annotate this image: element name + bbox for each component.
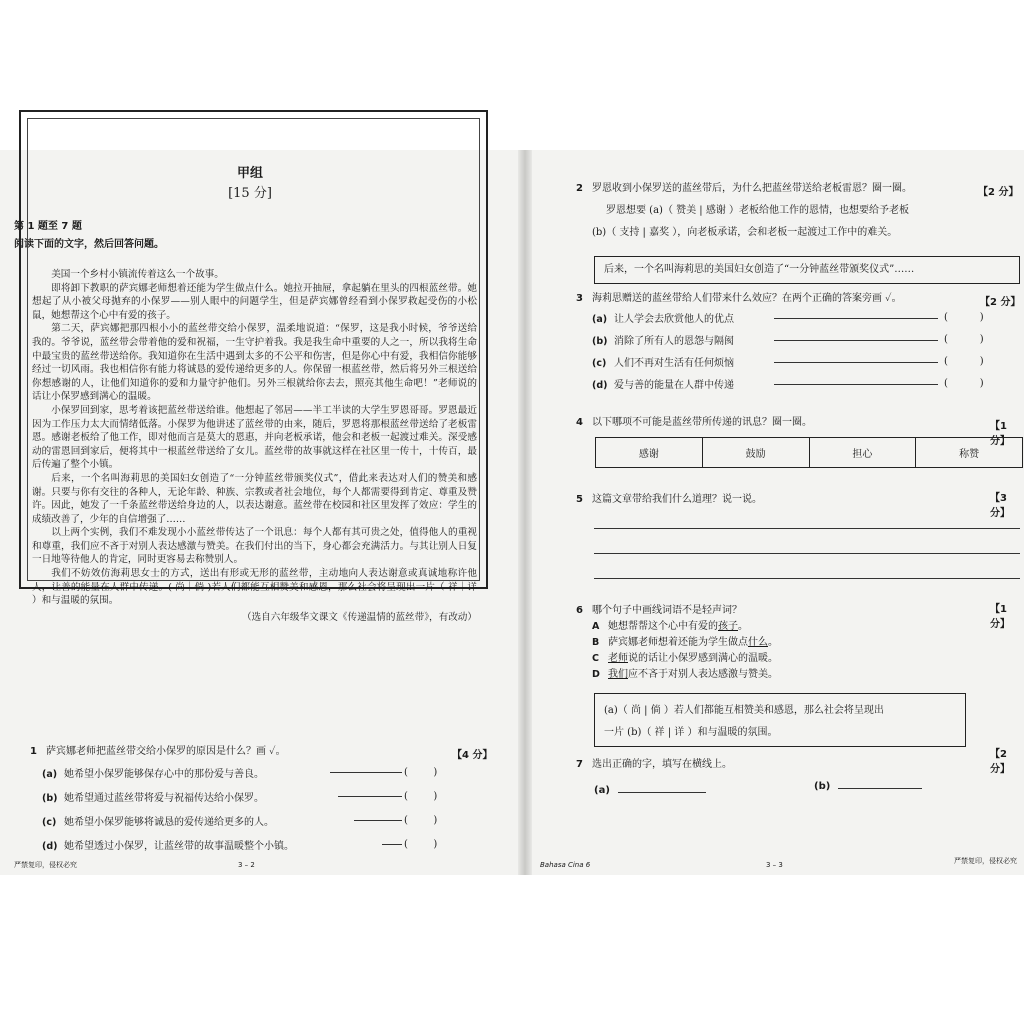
q1-answer-line	[338, 796, 402, 797]
q1-answer-line	[354, 820, 402, 821]
q2-line-1: 罗恩想要 (a)（ 赞美 | 感谢 ）老板给他工作的恩情，也想要给予老板	[606, 205, 910, 216]
q3-prompt: 3 海莉思赠送的蓝丝带给人们带来什么效应？在两个正确的答案旁画 ✓。	[576, 293, 902, 304]
passage-paragraph: 美国一个乡村小镇流传着这么一个故事。	[51, 269, 224, 280]
q1-option-d: (d) 她希望透过小保罗，让蓝丝带的故事温暖整个小镇。	[42, 841, 294, 852]
q5-answer-line[interactable]	[594, 578, 1020, 579]
passage-paragraph: 我们不妨效仿海莉思女士的方式，送出有形或无形的蓝丝带，主动地向人表达谢意或真诚地称许他人，让善的能量在人群中传递。( 尚｜倘 )若人们都能互相赞美和感恩，那么社会将呈现出一片（ 祥｜详 ）和与温暖的氛围。	[32, 568, 477, 607]
q6-option-c[interactable]: C 老师说的话让小保罗感到满心的温暖。	[592, 653, 778, 664]
q7-label-a: (a)	[594, 785, 610, 796]
q7-prompt: 7 选出正确的字，填写在横线上。	[576, 759, 732, 770]
q1-checkbox-c[interactable]: ( )	[404, 815, 438, 826]
q3-checkbox-c[interactable]: ( )	[944, 356, 984, 367]
q1-prompt: 1 萨宾娜老师把蓝丝带交给小保罗的原因是什么？画 ✓。	[30, 746, 286, 757]
instruction: 阅读下面的文字，然后回答问题。	[14, 239, 164, 250]
q6-prompt: 6 哪个句子中画线词语不是轻声词？	[576, 605, 742, 616]
page-number: 3 – 3	[766, 861, 783, 869]
q4-choice[interactable]: 鼓励	[703, 438, 810, 467]
q4-choice[interactable]: 感谢	[596, 438, 703, 467]
q6-marks: 【1 分】	[990, 604, 1010, 630]
q5-marks: 【3 分】	[990, 493, 1010, 519]
passage-body	[32, 268, 477, 624]
footer-copyright: 严禁复印，侵权必究	[14, 861, 77, 869]
q5-answer-line[interactable]	[594, 553, 1020, 554]
excerpt-text: 后来，一个名叫海莉思的美国妇女创造了“一分钟蓝丝带颁奖仪式”……	[604, 264, 915, 275]
q3-option-a: (a) 让人学会去欣赏他人的优点	[592, 314, 734, 325]
passage-source: （选自六年级华文课文《传递温情的蓝丝带》，有改动）	[241, 611, 477, 623]
passage-paragraph: 第二天，萨宾娜把那四根小小的蓝丝带交给小保罗，温柔地说道：“保罗，这是我小时候，爷爷送给我的。爷爷说，蓝丝带会带着他的爱和祝福，一生守护着我。我是我生命中重要的人之一，所以我将生命中最宝贵的蓝丝带送给你。我知道你在生活中遇到太多的不公平和伤害，但是你心中有爱，我相信你能够经过一切风雨。我也相信你有能力将诚恳的爱传递给更多的人。你保留一根蓝丝带，然后将另外三根送给你想感谢的人，让他们知道你的爱和力量守护他们。另外三根就给你去去，照亮其他生命吧！”老师说的话让小保罗感到满心的温暖。	[32, 323, 477, 403]
q3-answer-line	[774, 362, 938, 363]
q1-answer-line	[382, 844, 402, 845]
q2-line-2: (b)（ 支持 | 嘉奖 ），向老板承诺，会和老板一起渡过工作中的难关。	[592, 227, 898, 238]
q7-excerpt-line-2: 一片 (b)（ 祥 | 详 ）和与温暖的氛围。	[604, 727, 778, 738]
q3-checkbox-b[interactable]: ( )	[944, 334, 984, 345]
passage-paragraph: 小保罗回到家，思考着该把蓝丝带送给谁。他想起了邻居——半工半读的大学生罗恩哥哥。罗恩最近因为工作压力太大而情绪低落。小保罗为他讲述了蓝丝带的由来，随后，罗恩将那根蓝丝带送给了老板雷恩。感谢老板给了他工作，即对他而言是莫大的恩惠，并向老板承诺，他会和老板一起渡过难关。深受感动的雷恩回到家后，便将其中一根蓝丝带送给了女儿。蓝丝带的故事就这样在社区里一传十，十传百，最后传遍了整个小镇。	[32, 404, 477, 471]
q1-answer-line	[330, 772, 402, 773]
q7-answer-b[interactable]	[838, 788, 922, 789]
q2-marks: 【2 分】	[978, 187, 1019, 198]
q3-answer-line	[774, 340, 938, 341]
q1-option-c: (c) 她希望小保罗能够将诚恳的爱传递给更多的人。	[42, 817, 274, 828]
page-number: 3 – 2	[238, 861, 255, 869]
footer-subject: Bahasa Cina 6	[540, 861, 591, 869]
q4-marks: 【1 分】	[990, 421, 1010, 447]
q1-checkbox-b[interactable]: ( )	[404, 791, 438, 802]
q3-checkbox-d[interactable]: ( )	[944, 378, 984, 389]
q4-choice[interactable]: 担心	[810, 438, 917, 467]
q4-choice[interactable]: 称赞	[959, 449, 980, 460]
q3-answer-line	[774, 318, 938, 319]
section-marks: [15 分]	[228, 186, 272, 201]
q3-marks: 【2 分】	[980, 297, 1021, 308]
q7-marks: 【2 分】	[990, 749, 1010, 775]
q7-answer-a[interactable]	[618, 792, 706, 793]
q3-option-c: (c) 人们不再对生活有任何烦恼	[592, 358, 734, 369]
q5-answer-line[interactable]	[594, 528, 1020, 529]
question-range: 第 1 题至 7 题	[14, 221, 82, 232]
q3-option-d: (d) 爱与善的能量在人群中传递	[592, 380, 734, 391]
q3-option-b: (b) 消除了所有人的恩怨与隔阂	[592, 336, 734, 347]
book-spine	[518, 150, 532, 875]
passage-paragraph: 以上两个实例，我们不难发现小小蓝丝带传达了一个讯息：每个人都有其可贵之处，值得他人的重视和尊重，我们应不吝于对别人表达感激与赞美。在我们付出的当下，身心都会充满活力。与其让别人日复一日地等待他人的肯定，同时更容易去称赞别人。	[32, 527, 477, 566]
q6-option-a[interactable]: A 她想帮帮这个心中有爱的孩子。	[592, 621, 748, 632]
q4-word-table	[595, 437, 1023, 468]
section-title: 甲组	[236, 166, 263, 181]
q7-label-b: (b)	[814, 781, 831, 792]
q5-prompt: 5 这篇文章带给我们什么道理？说一说。	[576, 494, 762, 505]
q6-option-d[interactable]: D 我们应不吝于对别人表达感激与赞美。	[592, 669, 778, 680]
q1-option-b: (b) 她希望通过蓝丝带将爱与祝福传达给小保罗。	[42, 793, 264, 804]
q6-option-b[interactable]: B 萨宾娜老师想着还能为学生做点什么。	[592, 637, 778, 648]
q1-checkbox-a[interactable]: ( )	[404, 767, 438, 778]
q1-option-a: (a) 她希望小保罗能够保存心中的那份爱与善良。	[42, 769, 264, 780]
q4-prompt: 4 以下哪项不可能是蓝丝带所传递的讯息？圈一圈。	[576, 417, 812, 428]
q1-marks: 【4 分】	[452, 750, 493, 761]
q2-prompt: 2 罗恩收到小保罗送的蓝丝带后，为什么把蓝丝带送给老板雷恩？圈一圈。	[576, 183, 912, 194]
passage-paragraph: 后来，一个名叫海莉思的美国妇女创造了“一分钟蓝丝带颁奖仪式”，借此来表达对人们的赞美和感谢。只要与你有交往的各种人，无论年龄、种族、宗教或者社会地位，每个人都需要得到肯定、尊重及赞许。因此，她发了一千条蓝丝带送给身边的人，以表达谢意。蓝丝带在校园和社区里发挥了效应：学生的成绩改善了，少年的自信增强了……	[32, 472, 477, 525]
q1-checkbox-d[interactable]: ( )	[404, 839, 438, 850]
passage-paragraph: 即将卸下教职的萨宾娜老师想着还能为学生做点什么。她拉开抽屉，拿起躺在里头的四根蓝丝带。她想起了从小被父母抛弃的小保罗——别人眼中的问题学生，但是萨宾娜曾经看到小保罗救起受伤的小松鼠，她想帮这个心中有爱的孩子。	[32, 282, 477, 321]
q3-checkbox-a[interactable]: ( )	[944, 312, 984, 323]
q7-excerpt-line-1: (a)（ 尚 | 倘 ）若人们都能互相赞美和感恩，那么社会将呈现出	[604, 705, 884, 716]
footer-copyright: 严禁复印，侵权必究	[954, 857, 1017, 865]
q3-answer-line	[774, 384, 938, 385]
